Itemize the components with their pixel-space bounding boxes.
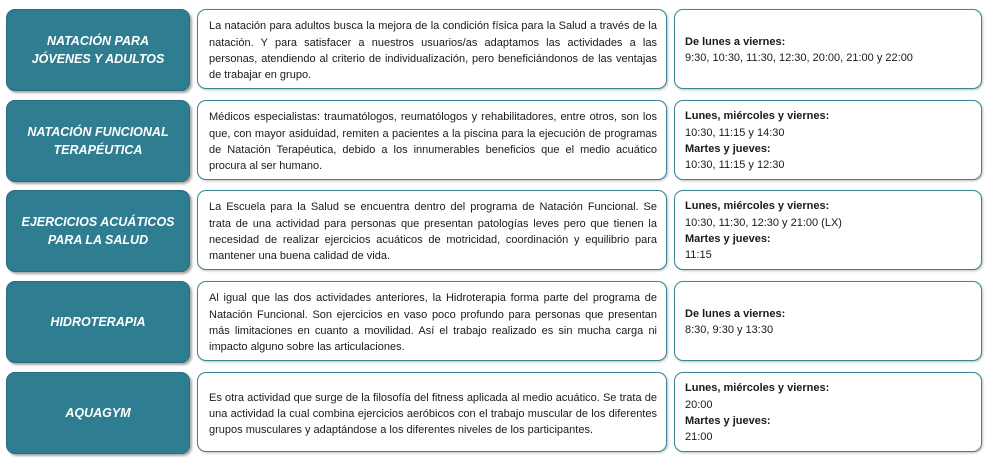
activity-description: Al igual que las dos actividades anteriores, la Hidroterapia forma parte del programa de Natación Funcional. Son ejercicios en vaso poco profundo para personas que presentan más limitaciones en cuanto a movilidad. Así el trabajo realizado es sin mucha carga ni impacto alguno sobre las articulaciones. xyxy=(209,292,657,354)
activity-schedule-box xyxy=(674,190,982,270)
activity-title-box xyxy=(6,372,190,454)
activity-title: EJERCICIOS ACUÁTICOS PARA LA SALUD xyxy=(21,215,175,247)
schedule-days: Martes y jueves: xyxy=(685,233,771,245)
schedule-times: 11:15 xyxy=(685,249,712,262)
activity-title-box xyxy=(6,9,190,91)
activity-schedule-box xyxy=(674,9,982,89)
schedule-times: 10:30, 11:15 y 14:30 xyxy=(685,126,785,139)
schedule-times: 21:00 xyxy=(685,431,713,444)
activity-title-box xyxy=(6,190,190,272)
schedule-days: Martes y jueves: xyxy=(685,415,771,427)
activity-description: Es otra actividad que surge de la filosofía del fitness aplicada al medio acuático. Se trata de una actividad la cual combina ejercicios aeróbicos con el trabajo muscular de los diferentes grupos musculares y adaptándose a los diferentes niveles de los participantes. xyxy=(209,391,657,437)
activity-description: La Escuela para la Salud se encuentra dentro del programa de Natación Funcional. Se trata de una actividad para personas que presentan patologías leves pero que tienen la necesidad de realizar ejercicios acuáticos de motricidad, coordinación y equilibrio para mantener una buena calidad de vida. xyxy=(209,201,657,263)
activity-row xyxy=(6,372,982,454)
schedule-times: 10:30, 11:30, 12:30 y 21:00 (LX) xyxy=(685,216,842,229)
activity-description: Médicos especialistas: traumatólogos, reumatólogos y rehabilitadores, entre otros, son los que, con mayor asiduidad, remiten a pacientes a la piscina para la ejecución de programas de Natación Terapéutica, debido a los innumerables beneficios que el medio acuático procura al ser humano. xyxy=(209,111,657,173)
activity-schedule-box xyxy=(674,372,982,452)
activity-schedule-box xyxy=(674,281,982,361)
activity-title: NATACIÓN PARA JÓVENES Y ADULTOS xyxy=(31,34,165,66)
schedule-days: Lunes, miércoles y viernes: xyxy=(685,200,830,213)
activity-title: NATACIÓN FUNCIONAL TERAPÉUTICA xyxy=(27,125,169,157)
activity-row xyxy=(6,9,982,91)
schedule-days: De lunes a viernes: xyxy=(685,307,786,320)
activity-row xyxy=(6,281,982,363)
activity-description-box xyxy=(197,190,667,270)
activity-title: AQUAGYM xyxy=(65,406,131,420)
activity-description-box xyxy=(197,100,667,180)
schedule-times: 10:30, 11:15 y 12:30 xyxy=(685,159,785,172)
schedule-times: 20:00 xyxy=(685,398,713,411)
schedule-days: Martes y jueves: xyxy=(685,143,771,155)
activity-description-box xyxy=(197,9,667,89)
activity-schedule-box xyxy=(674,100,982,180)
activity-title-box xyxy=(6,281,190,363)
activity-description-box xyxy=(197,372,667,452)
schedule-times: 9:30, 10:30, 11:30, 12:30, 20:00, 21:00 y 22:00 xyxy=(685,52,913,64)
schedule-times: 8:30, 9:30 y 13:30 xyxy=(685,324,774,336)
activity-row xyxy=(6,190,982,272)
activity-title: HIDROTERAPIA xyxy=(50,315,146,329)
activity-description: La natación para adultos busca la mejora de la condición física para la Salud a través de la natación. Y para satisfacer a nuestros usuarios/as adaptamos las actividades a las personas, atendiendo al criterio de individualización, pero beneficiándonos de las ventajas de trabajar en grupo. xyxy=(209,20,657,82)
activity-title-box xyxy=(6,100,190,182)
schedule-days: Lunes, miércoles y viernes: xyxy=(685,382,830,395)
schedule-days: Lunes, miércoles y viernes: xyxy=(685,110,830,123)
activity-description-box xyxy=(197,281,667,361)
activity-row xyxy=(6,100,982,182)
schedule-days: De lunes a viernes: xyxy=(685,35,786,48)
